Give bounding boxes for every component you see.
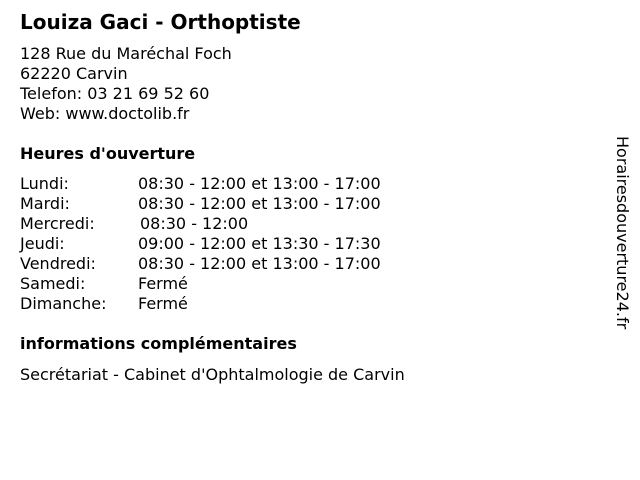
time-range: Fermé [138, 274, 188, 293]
day-label: Lundi: [20, 174, 69, 193]
hours-row-samedi [20, 274, 381, 294]
day-label: Jeudi: [20, 234, 65, 253]
hours-row-dimanche [20, 294, 381, 314]
phone-number: Telefon: 03 21 69 52 60 [20, 84, 210, 103]
day-label: Vendredi: [20, 254, 96, 273]
day-label: Samedi: [20, 274, 86, 293]
time-range: 09:00 - 12:00 et 13:30 - 17:30 [138, 234, 381, 253]
day-label: Mardi: [20, 194, 70, 213]
page-title: Louiza Gaci - Orthoptiste [20, 10, 301, 34]
time-range: 08:30 - 12:00 et 13:00 - 17:00 [138, 254, 381, 273]
additional-info-heading: informations complémentaires [20, 334, 297, 353]
day-label: Mercredi: [20, 214, 95, 233]
time-range: 08:30 - 12:00 [140, 214, 249, 233]
day-label: Dimanche: [20, 294, 107, 313]
hours-row-mercredi [20, 214, 381, 234]
time-range: Fermé [138, 294, 188, 313]
hours-row-mardi [20, 194, 381, 214]
address-block [20, 44, 232, 124]
additional-info-text: Secrétariat - Cabinet d'Ophtalmologie de Carvin [20, 365, 405, 384]
time-range: 08:30 - 12:00 et 13:00 - 17:00 [138, 174, 381, 193]
city-postal-code: 62220 Carvin [20, 64, 128, 83]
street-address: 128 Rue du Maréchal Foch [20, 44, 232, 63]
time-range: 08:30 - 12:00 et 13:00 - 17:00 [138, 194, 381, 213]
hours-row-vendredi [20, 254, 381, 274]
hours-row-jeudi [20, 234, 381, 254]
opening-hours-heading: Heures d'ouverture [20, 144, 196, 163]
watermark-site-name: Horairesdouverture24.fr [613, 136, 632, 330]
opening-hours-table [20, 174, 381, 314]
hours-row-lundi [20, 174, 381, 194]
website: Web: www.doctolib.fr [20, 104, 190, 123]
